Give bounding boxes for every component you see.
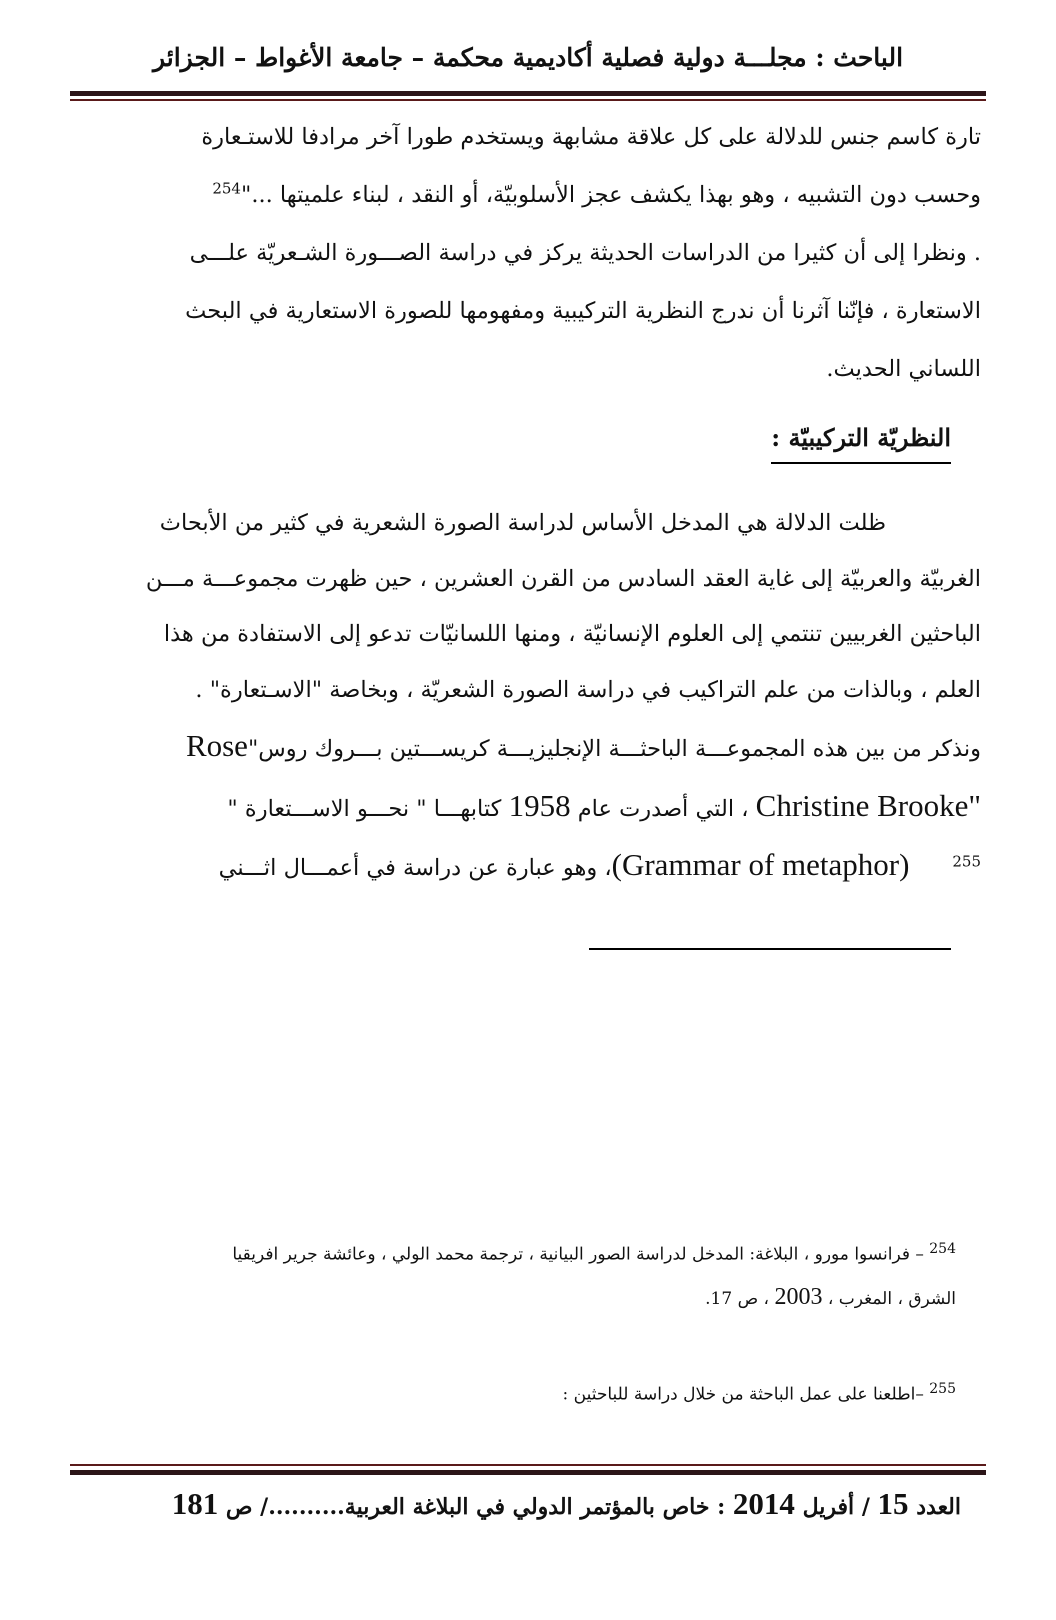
header-rule-thin	[70, 99, 986, 101]
author-name-latin: Christine Brooke"	[755, 787, 981, 823]
journal-title: الباحث : مجلـــة دولية فصلية أكاديمية محكمة – جامعة الأغواط – الجزائر	[152, 43, 904, 72]
paragraph-1-line: تارة كاسم جنس للدلالة على كل علاقة مشابهة ويستخدم طورا آخر مرادفا للاستـعارة	[201, 124, 981, 150]
paragraph-2-line: الغربيّة والعربيّة إلى غاية العقد السادس من القرن العشرين ، حين ظهرت مجموعـــة مـــن	[145, 565, 981, 592]
section-heading: النظريّة التركيبيّة :	[771, 418, 951, 464]
paragraph-1-line: الاستعارة ، فإنّنا آثرنا أن ندرج النظرية التركيبية ومفهومها للصورة الاستعارية في البحث	[185, 298, 981, 324]
paragraph-1-line: . ونظرا إلى أن كثيرا من الدراسات الحديثة يركز في دراسة الصـــورة الشـعريّة علـــى	[189, 240, 981, 266]
footer-year: 2014	[732, 1486, 795, 1521]
footer-rule-thin	[70, 1464, 986, 1466]
section-heading-wrap	[771, 418, 951, 464]
paragraph-1-line: اللساني الحديث.	[826, 356, 981, 382]
paragraph-2	[78, 496, 981, 897]
footnote-ref: 255	[952, 852, 981, 871]
footer-rule-thick	[70, 1470, 986, 1475]
paragraph-1	[78, 108, 981, 398]
paragraph-2-line: ظلت الدلالة هي المدخل الأساس لدراسة الصورة الشعرية في كثير من الأبحاث	[159, 510, 886, 536]
paragraph-2-line: Christine Brooke" ، التي أصدرت عام 1958 كتابهـــا " نحـــو الاســـتعارة "	[227, 787, 981, 823]
book-title-latin: (Grammar of metaphor)	[611, 847, 910, 882]
paragraph-1-line: وحسب دون التشبيه ، وهو بهذا يكشف عجز الأسلوبيّة، أو النقد ، لبناء علميتها ..."$^{254}$	[212, 179, 981, 208]
page-footer	[90, 1482, 961, 1529]
footer-description: : خاص بالمؤتمر الدولي في البلاغة العربية........../ ص	[225, 1494, 726, 1520]
footnote-line: الشرق ، المغرب ، 2003 ، ص 17.	[705, 1283, 956, 1310]
footnote-255	[78, 1368, 956, 1416]
paragraph-2-line: الباحثين الغربيين تنتمي إلى العلوم الإنسانيّة ، ومنها اللسانيّات تدعو إلى الاستفادة من هذا	[163, 621, 981, 647]
header-rule-thick	[70, 91, 986, 96]
paragraph-2-line: ونذكر من بين هذه المجموعـــة الباحثـــة الإنجليزيـــة كريســـتين بـــروك روس"Rose	[185, 728, 981, 763]
footer-issue-label: العدد	[916, 1494, 961, 1520]
paragraph-2-line: (Grammar of metaphor) $^{255}$، وهو عبارة عن دراسة في أعمـــال اثـــني	[218, 847, 981, 882]
footnote-ref: 254	[212, 179, 241, 198]
page-number: 181	[171, 1486, 219, 1521]
footnote-separator	[589, 948, 951, 950]
footnote-line: $^{254}$ – فرانسوا مورو ، البلاغة: المدخل لدراسة الصور البيانية ، ترجمة محمد الولي ، وعائشة جرير افريقيا	[232, 1241, 956, 1265]
footnote-year: 2003	[774, 1283, 823, 1310]
publication-year: 1958	[508, 787, 571, 823]
journal-header	[70, 36, 986, 80]
author-name-latin: Rose	[185, 728, 248, 763]
footer-issue-number: 15	[877, 1486, 909, 1521]
footnote-number: 255	[929, 1381, 956, 1397]
footnote-line: $^{255}$ –اطلعنا على عمل الباحثة من خلال دراسة للباحثين :	[562, 1381, 956, 1405]
footer-separator: /	[861, 1494, 870, 1520]
footnote-254	[78, 1228, 956, 1320]
footer-month: أفريل	[802, 1494, 855, 1520]
paragraph-2-line: العلم ، وبالذات من علم التراكيب في دراسة الصورة الشعريّة ، وبخاصة "الاسـتعارة" .	[195, 676, 981, 703]
footnote-number: 254	[929, 1241, 956, 1257]
